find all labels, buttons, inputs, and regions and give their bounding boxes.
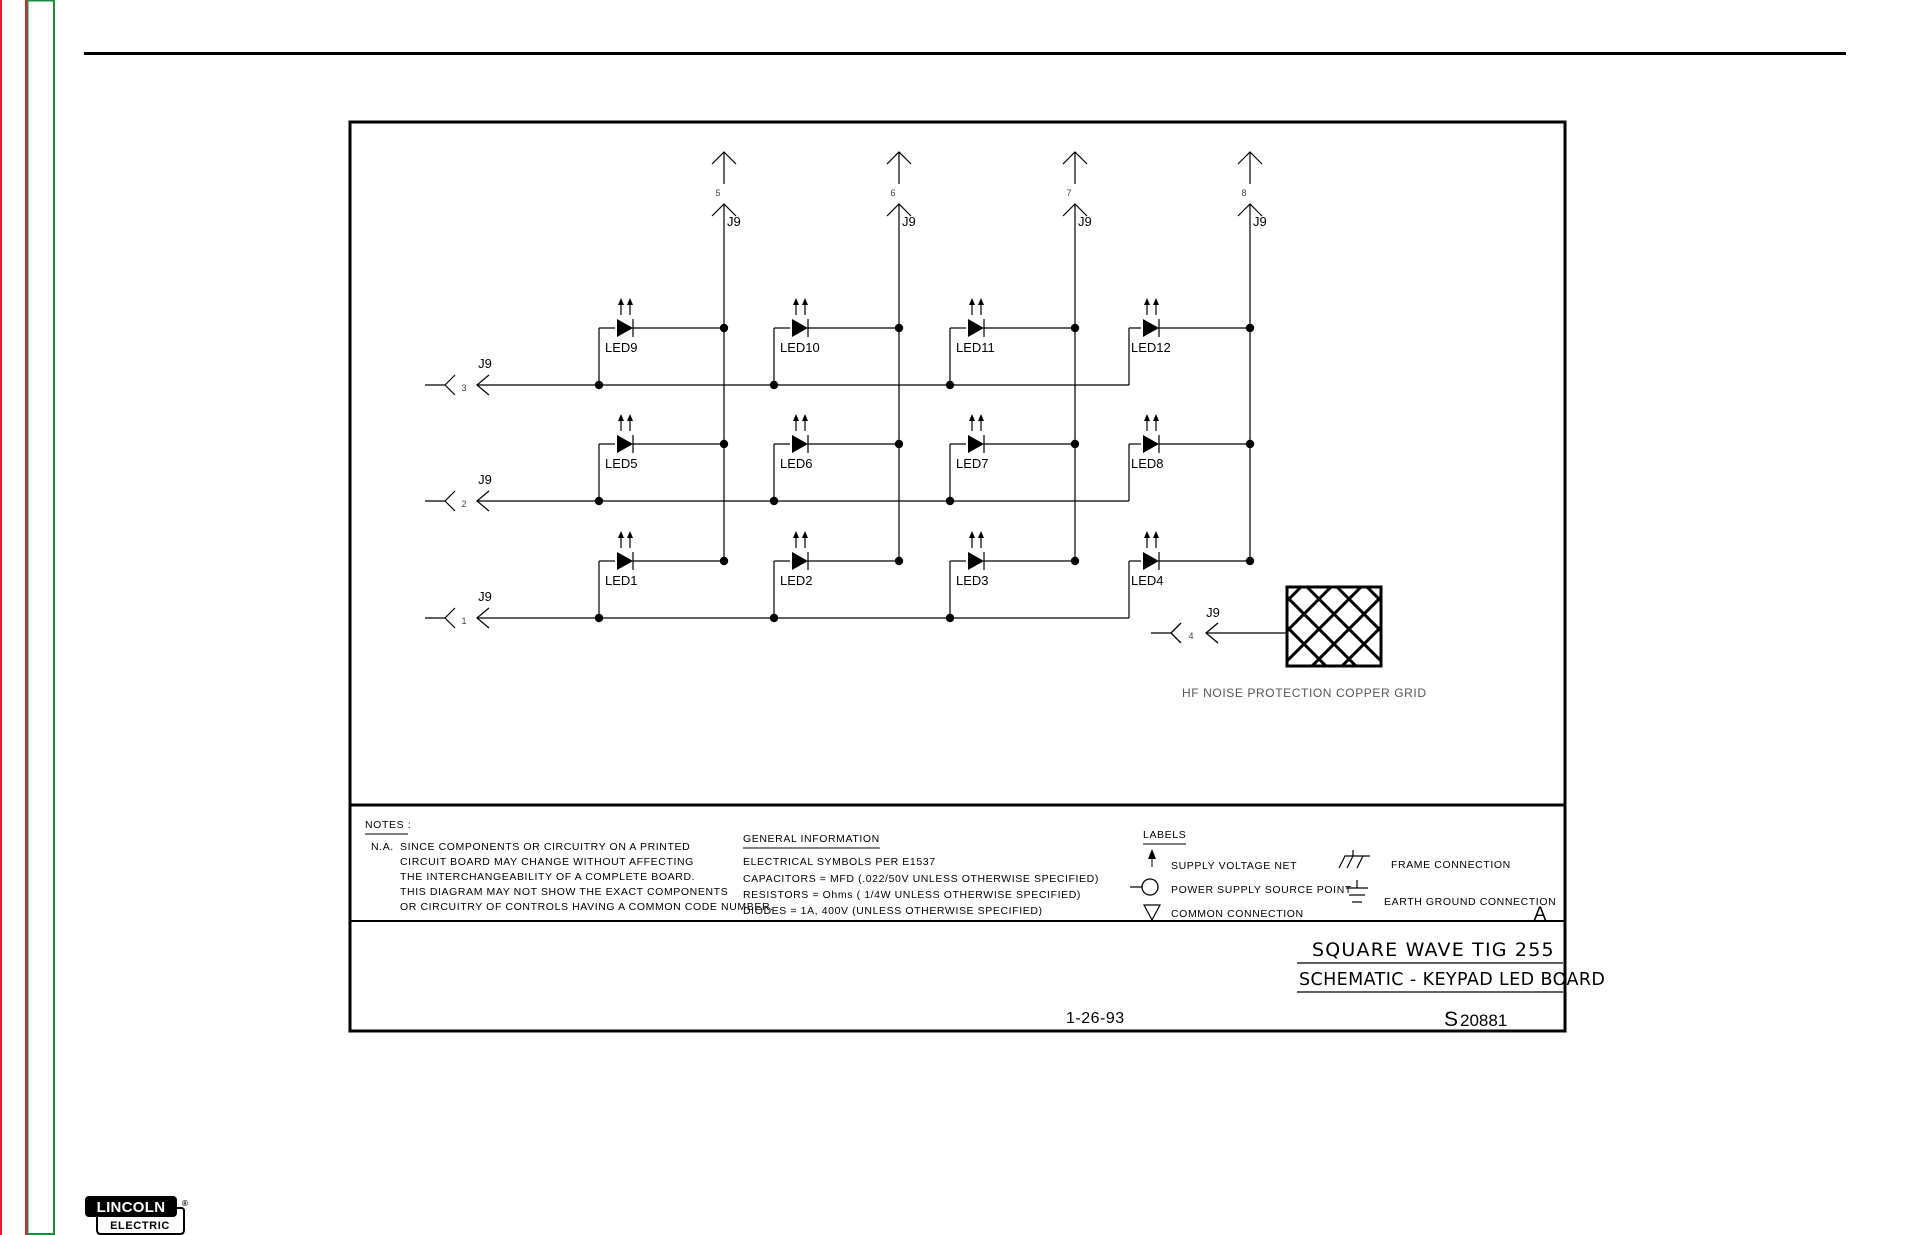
supply-voltage-icon xyxy=(1148,849,1156,867)
earth-label: EARTH GROUND CONNECTION xyxy=(1384,896,1557,908)
led-light-arrowhead xyxy=(793,531,799,538)
led-label: LED5 xyxy=(605,456,638,471)
drawing-number: 20881 xyxy=(1460,1011,1508,1030)
column-pin-number: 5 xyxy=(715,188,721,198)
notes-line: CIRCUIT BOARD MAY CHANGE WITHOUT AFFECTING xyxy=(400,856,694,868)
column-connector-label: J9 xyxy=(727,214,741,229)
led-label: LED8 xyxy=(1131,456,1164,471)
led-label: LED12 xyxy=(1131,340,1171,355)
green-margin-line xyxy=(53,0,55,1235)
row-connector-label: J9 xyxy=(478,472,492,487)
notes-line: OR CIRCUITRY OF CONTROLS HAVING A COMMON CODE NUMBER. xyxy=(400,901,774,913)
row-pin-number: 3 xyxy=(461,383,467,393)
led-label: LED9 xyxy=(605,340,638,355)
notes-line: SINCE COMPONENTS OR CIRCUITRY ON A PRINTED xyxy=(400,841,691,853)
machine-title: SQUARE WAVE TIG 255 xyxy=(1312,939,1555,961)
general-info-line: ELECTRICAL SYMBOLS PER E1537 xyxy=(743,856,936,868)
column-connector-upper xyxy=(1238,152,1262,184)
revision-letter: A xyxy=(1533,904,1547,925)
column-pin-number: 6 xyxy=(890,188,896,198)
column-connector-upper xyxy=(712,152,736,184)
frame-label: FRAME CONNECTION xyxy=(1391,859,1511,871)
grid-connector-label: J9 xyxy=(1206,605,1220,620)
led-diode-icon xyxy=(792,319,808,337)
row-pin-number: 1 xyxy=(461,616,467,626)
led-light-arrowhead xyxy=(978,531,984,538)
led-light-arrowhead xyxy=(793,298,799,305)
red-margin-line xyxy=(0,0,2,1235)
junction-dot xyxy=(720,440,728,448)
junction-dot xyxy=(1246,324,1254,332)
row-connector-label: J9 xyxy=(478,589,492,604)
led-light-arrowhead xyxy=(1153,414,1159,421)
led-diode-icon xyxy=(792,552,808,570)
column-connector-label: J9 xyxy=(902,214,916,229)
row-connector-left xyxy=(425,608,455,628)
notes-line: THIS DIAGRAM MAY NOT SHOW THE EXACT COMPONENTS xyxy=(400,886,729,898)
frame-connection-icon xyxy=(1339,850,1370,868)
row-connector-label: J9 xyxy=(478,356,492,371)
led-light-arrowhead xyxy=(1144,298,1150,305)
led-diode-icon xyxy=(617,435,633,453)
grid-label: HF NOISE PROTECTION COPPER GRID xyxy=(1182,686,1427,700)
led-diode-icon xyxy=(968,552,984,570)
led-light-arrowhead xyxy=(627,531,633,538)
led-label: LED10 xyxy=(780,340,820,355)
drawing-date: 1-26-93 xyxy=(1066,1010,1125,1027)
led-diode-icon xyxy=(617,552,633,570)
led-label: LED4 xyxy=(1131,573,1164,588)
logo-top-text: LINCOLN xyxy=(96,1199,166,1216)
led-light-arrowhead xyxy=(802,414,808,421)
notes-section xyxy=(365,819,774,913)
common-label: COMMON CONNECTION xyxy=(1171,908,1304,920)
led-diode-icon xyxy=(792,435,808,453)
lincoln-electric-logo xyxy=(85,1196,188,1234)
junction-dot xyxy=(1071,557,1079,565)
led-matrix-schematic xyxy=(425,152,1267,628)
labels-heading: LABELS xyxy=(1143,829,1187,841)
logo-bottom-text: ELECTRIC xyxy=(110,1220,170,1232)
led-light-arrowhead xyxy=(802,298,808,305)
led-light-arrowhead xyxy=(802,531,808,538)
copper-grid xyxy=(1221,587,1447,667)
led-light-arrowhead xyxy=(1153,531,1159,538)
green-margin-line xyxy=(27,0,29,1235)
led-light-arrowhead xyxy=(1153,298,1159,305)
junction-dot xyxy=(1246,557,1254,565)
led-label: LED7 xyxy=(956,456,989,471)
led-light-arrowhead xyxy=(618,298,624,305)
junction-dot xyxy=(1071,440,1079,448)
title-block xyxy=(1066,939,1605,1031)
general-info-line: RESISTORS = Ohms ( 1/4W UNLESS OTHERWISE SPECIFIED) xyxy=(743,889,1081,901)
power-label: POWER SUPPLY SOURCE POINT xyxy=(1171,884,1352,896)
junction-dot xyxy=(720,324,728,332)
led-light-arrowhead xyxy=(793,414,799,421)
led-diode-icon xyxy=(968,319,984,337)
led-label: LED3 xyxy=(956,573,989,588)
led-light-arrowhead xyxy=(627,298,633,305)
led-diode-icon xyxy=(1143,552,1159,570)
general-info-line: CAPACITORS = MFD (.022/50V UNLESS OTHERWISE SPECIFIED) xyxy=(743,873,1099,885)
column-pin-number: 7 xyxy=(1066,188,1072,198)
led-light-arrowhead xyxy=(618,531,624,538)
led-light-arrowhead xyxy=(618,414,624,421)
grid-connector xyxy=(1151,623,1287,643)
led-diode-icon xyxy=(617,319,633,337)
led-diode-icon xyxy=(968,435,984,453)
supply-label: SUPPLY VOLTAGE NET xyxy=(1171,860,1298,872)
led-light-arrowhead xyxy=(1144,414,1150,421)
led-light-arrowhead xyxy=(969,531,975,538)
junction-dot xyxy=(895,440,903,448)
led-label: LED1 xyxy=(605,573,638,588)
led-light-arrowhead xyxy=(627,414,633,421)
red-margin-line xyxy=(25,0,27,1235)
led-label: LED6 xyxy=(780,456,813,471)
sheet-size: S xyxy=(1444,1008,1459,1031)
led-light-arrowhead xyxy=(978,414,984,421)
column-connector-upper xyxy=(1063,152,1087,184)
led-light-arrowhead xyxy=(1144,531,1150,538)
header-rule xyxy=(84,52,1846,55)
logo-registered: ® xyxy=(182,1199,188,1208)
common-connection-icon xyxy=(1144,905,1160,920)
column-connector-label: J9 xyxy=(1253,214,1267,229)
row-connector-left xyxy=(425,375,455,395)
junction-dot xyxy=(720,557,728,565)
column-connector-label: J9 xyxy=(1078,214,1092,229)
general-info-heading: GENERAL INFORMATION xyxy=(743,833,880,845)
notes-line: THE INTERCHANGEABILITY OF A COMPLETE BOARD. xyxy=(400,871,696,883)
notes-tag: N.A. xyxy=(371,841,394,853)
led-light-arrowhead xyxy=(969,298,975,305)
column-pin-number: 8 xyxy=(1241,188,1247,198)
green-margin-top xyxy=(27,0,54,2)
led-label: LED11 xyxy=(956,340,995,355)
general-info-section xyxy=(743,833,1099,917)
junction-dot xyxy=(1071,324,1079,332)
notes-heading: NOTES : xyxy=(365,819,412,831)
led-label: LED2 xyxy=(780,573,813,588)
led-diode-icon xyxy=(1143,319,1159,337)
led-diode-icon xyxy=(1143,435,1159,453)
labels-legend xyxy=(1130,829,1556,920)
junction-dot xyxy=(895,324,903,332)
general-info-line: DIODES = 1A, 400V (UNLESS OTHERWISE SPECIFIED) xyxy=(743,905,1043,917)
junction-dot xyxy=(895,557,903,565)
row-connector-left xyxy=(425,491,455,511)
column-connector-upper xyxy=(887,152,911,184)
power-source-icon xyxy=(1130,879,1158,895)
led-light-arrowhead xyxy=(978,298,984,305)
drawing-title: SCHEMATIC - KEYPAD LED BOARD xyxy=(1299,970,1606,990)
led-light-arrowhead xyxy=(969,414,975,421)
junction-dot xyxy=(1246,440,1254,448)
row-pin-number: 2 xyxy=(461,499,467,509)
grid-pin-number: 4 xyxy=(1188,631,1194,641)
